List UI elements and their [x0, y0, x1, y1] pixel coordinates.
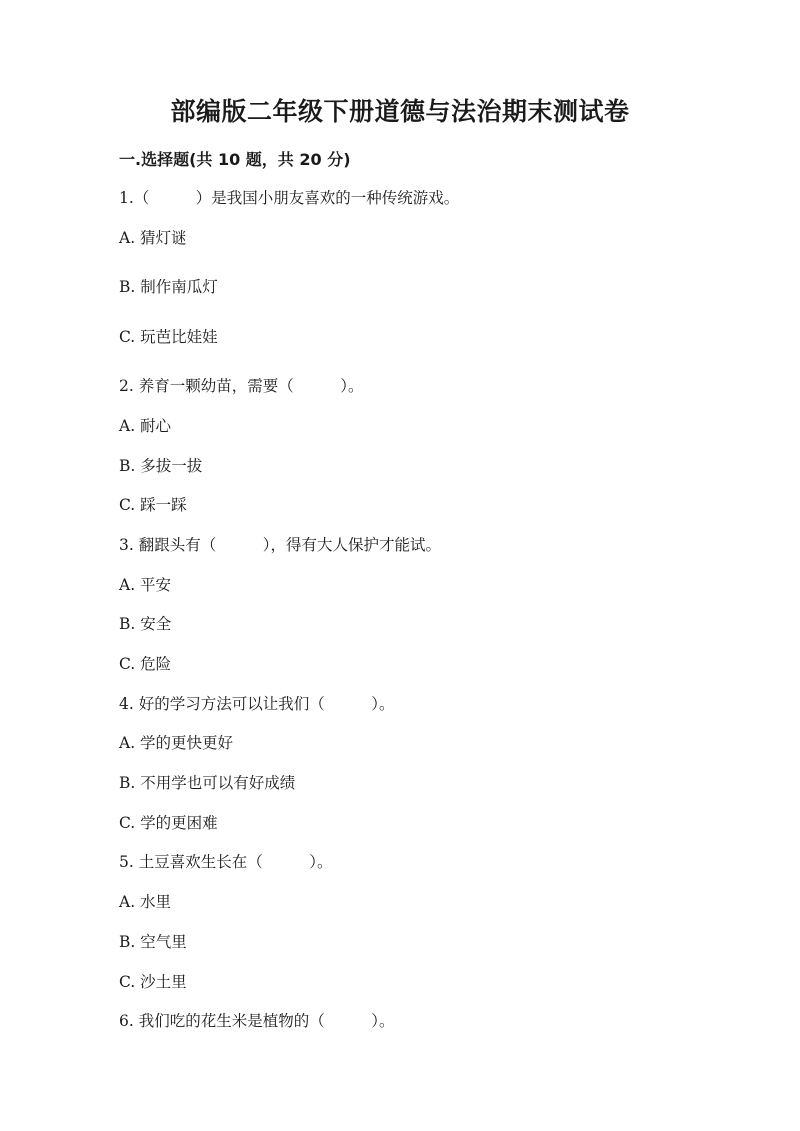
option-a: A. 猜灯谜 — [119, 228, 187, 247]
question-stem: 5. 土豆喜欢生长在（ ）。 — [119, 853, 333, 872]
question-stem: 3. 翻跟头有（ ），得有大人保护才能试。 — [119, 535, 441, 554]
question-3 — [119, 534, 719, 693]
option-b: B. 制作南瓜灯 — [119, 278, 218, 297]
option-b: B. 多拔一拔 — [119, 456, 203, 475]
question-5 — [119, 851, 719, 1010]
option-c: C. 危险 — [119, 655, 172, 673]
option-c: C. 玩芭比娃娃 — [119, 327, 218, 346]
option-c: C. 沙土里 — [119, 972, 187, 991]
section-heading: 一.选择题(共 10 题，共 20 分) — [119, 150, 351, 169]
option-a: A. 耐心 — [119, 416, 172, 435]
page-title: 部编版二年级下册道德与法治期末测试卷 — [170, 97, 630, 126]
option-c: C. 学的更困难 — [119, 813, 218, 832]
question-stem: 4. 好的学习方法可以让我们（ ）。 — [119, 694, 395, 713]
option-b: B. 不用学也可以有好成绩 — [119, 774, 296, 793]
question-stem: 2. 养育一颗幼苗，需要（ ）。 — [119, 377, 364, 396]
option-a: A. 学的更快更好 — [119, 734, 234, 753]
question-1 — [119, 187, 719, 375]
question-list — [119, 187, 719, 1050]
option-c: C. 踩一踩 — [119, 496, 187, 515]
question-4 — [119, 693, 719, 852]
option-b: B. 空气里 — [119, 932, 187, 951]
question-6 — [119, 1010, 719, 1050]
option-a: A. 平安 — [119, 575, 172, 594]
question-stem: 1.（ ）是我国小朋友喜欢的一种传统游戏。 — [119, 189, 460, 207]
question-stem: 6. 我们吃的花生米是植物的（ ）。 — [119, 1012, 395, 1031]
question-2 — [119, 375, 719, 534]
option-b: B. 安全 — [119, 615, 172, 634]
option-a: A. 水里 — [119, 893, 172, 912]
